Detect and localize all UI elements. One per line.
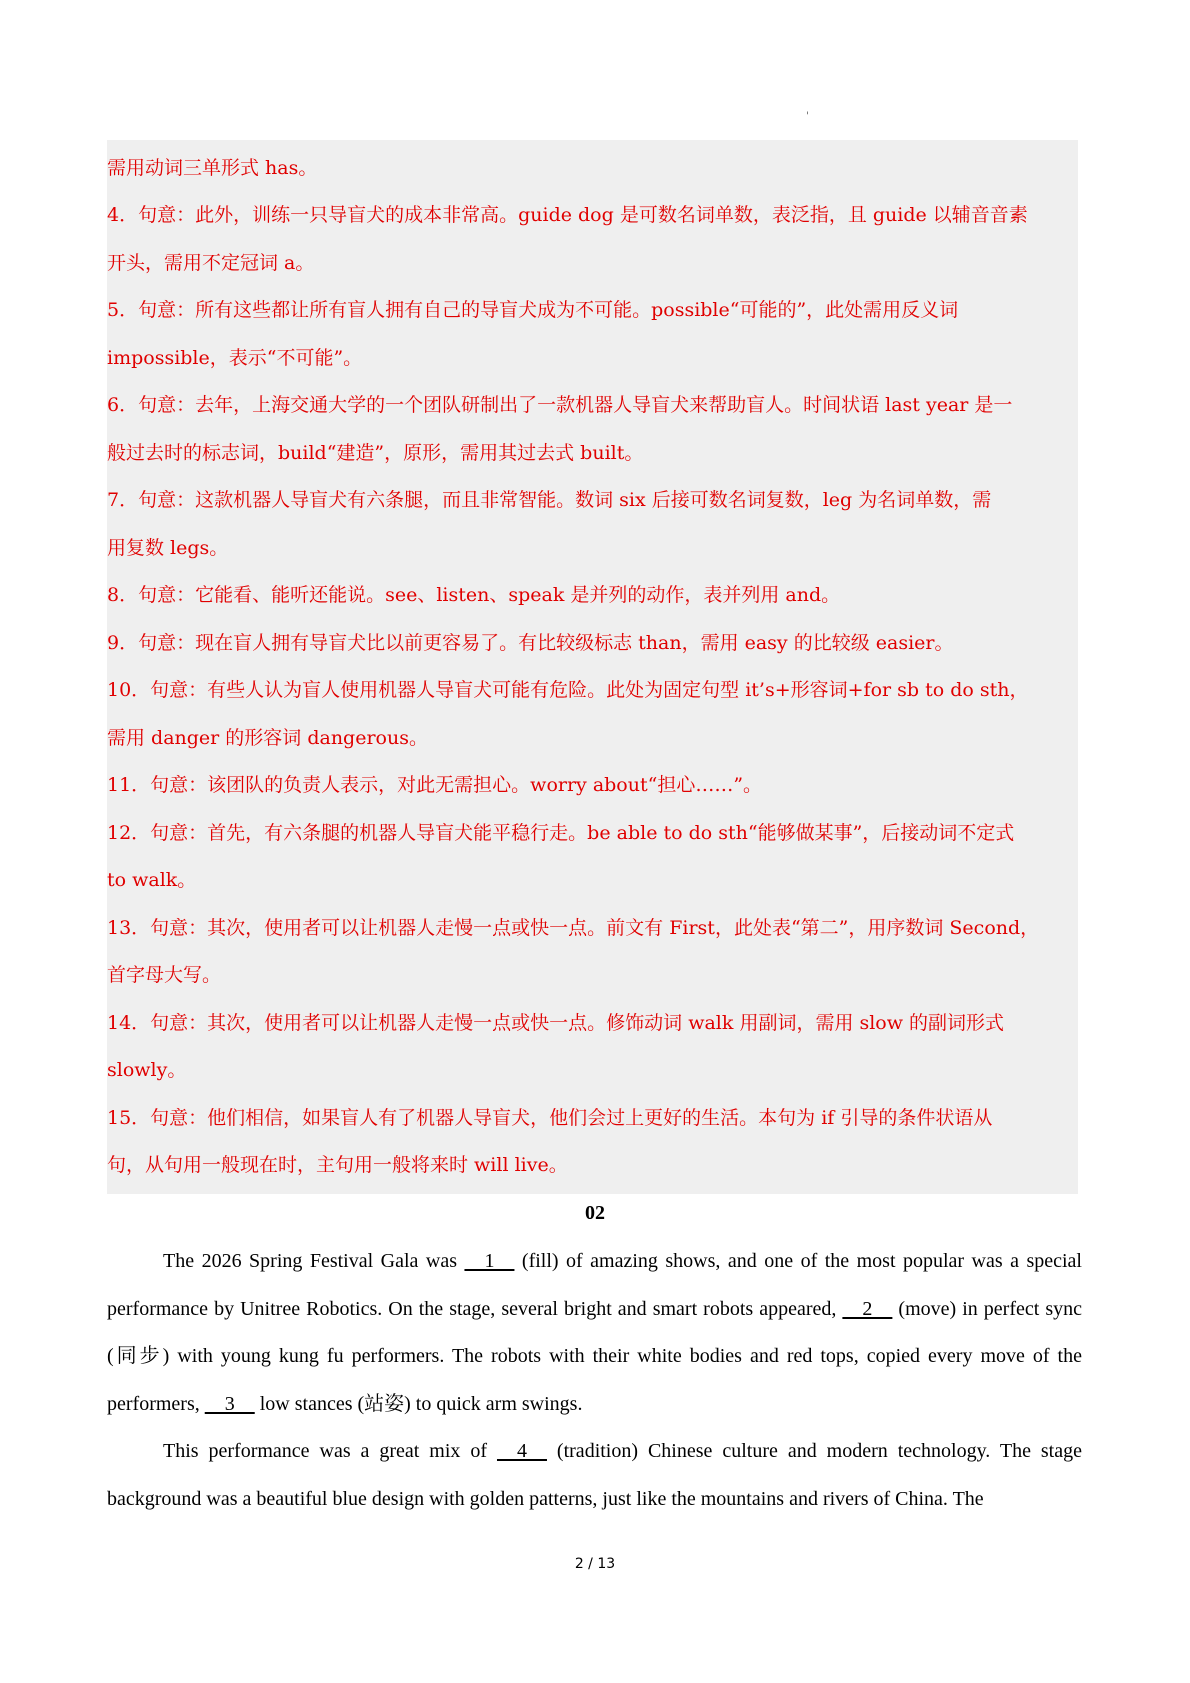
explanation-line: 首字母大写。 bbox=[107, 964, 222, 986]
passage-text: (move) in perfect sync (同步) with young kung fu performers. The robots with their white bodies and red tops, copied every move of the performers, bbox=[107, 1297, 1082, 1415]
explanation-line: 需用动词三单形式 has。 bbox=[107, 157, 318, 179]
page-number: 2 / 13 bbox=[574, 1556, 616, 1572]
passage-text: This performance was a great mix of bbox=[163, 1440, 497, 1462]
explanation-line: 8．句意：它能看、能听还能说。see、listen、speak 是并列的动作，表并列用 and。 bbox=[107, 584, 841, 606]
blank-3: 3 bbox=[204, 1392, 255, 1415]
explanation-line: 15．句意：他们相信，如果盲人有了机器人导盲犬，他们会过上更好的生活。本句为 if 引导的条件状语从 bbox=[107, 1107, 993, 1129]
header-mark: ' bbox=[806, 111, 809, 122]
explanation-line: 开头，需用不定冠词 a。 bbox=[107, 252, 315, 274]
explanation-line: 12．句意：首先，有六条腿的机器人导盲犬能平稳行走。be able to do sth“能够做某事”，后接动词不定式 bbox=[107, 822, 1015, 844]
explanation-line: 13．句意：其次，使用者可以让机器人走慢一点或快一点。前文有 First，此处表“第二”，用序数词 Second， bbox=[107, 917, 1040, 939]
passage-text: (fill) of amazing shows, and one of the most popular was a special performance by Unitree Robotics. On the stage, several bright and smart robots appeared, bbox=[107, 1250, 1082, 1320]
explanation-line: impossible，表示“不可能”。 bbox=[107, 347, 363, 369]
passage-text: low stances (站姿) to quick arm swings. bbox=[254, 1392, 583, 1415]
explanation-line: 14．句意：其次，使用者可以让机器人走慢一点或快一点。修饰动词 walk 用副词，需用 slow 的副词形式 bbox=[107, 1012, 1005, 1034]
explanation-line: 用复数 legs。 bbox=[107, 537, 229, 559]
section-number: 02 bbox=[585, 1202, 605, 1224]
blank-4: 4 bbox=[496, 1440, 547, 1462]
passage-paragraph-1 bbox=[107, 1238, 1082, 1428]
answer-explanation-box bbox=[107, 140, 1078, 1194]
explanation-line: to walk。 bbox=[107, 869, 197, 891]
explanation-line: 10．句意：有些人认为盲人使用机器人导盲犬可能有危险。此处为固定句型 it’s+形容词+for sb to do sth， bbox=[107, 679, 1029, 701]
blank-2: 2 bbox=[842, 1297, 893, 1320]
explanation-line: 般过去时的标志词，build“建造”，原形，需用其过去式 built。 bbox=[107, 442, 644, 464]
explanation-line: slowly。 bbox=[107, 1059, 187, 1081]
explanation-line: 需用 danger 的形容词 dangerous。 bbox=[107, 727, 428, 749]
explanation-line: 6．句意：去年，上海交通大学的一个团队研制出了一款机器人导盲犬来帮助盲人。时间状语 last year 是一 bbox=[107, 394, 1013, 416]
explanation-line: 5．句意：所有这些都让所有盲人拥有自己的导盲犬成为不可能。possible“可能的”，此处需用反义词 bbox=[107, 299, 959, 321]
explanation-line: 9．句意：现在盲人拥有导盲犬比以前更容易了。有比较级标志 than，需用 easy 的比较级 easier。 bbox=[107, 632, 954, 654]
reading-passage bbox=[107, 1238, 1082, 1523]
explanation-line: 11．句意：该团队的负责人表示，对此无需担心。worry about“担心……”。 bbox=[107, 774, 763, 796]
explanation-line: 4．句意：此外，训练一只导盲犬的成本非常高。guide dog 是可数名词单数，表泛指，且 guide 以辅音音素 bbox=[107, 204, 1028, 226]
passage-text: (tradition) Chinese culture and modern technology. The stage background was a beautiful blue design with golden patterns, just like the mountains and rivers of China. The bbox=[107, 1440, 1082, 1510]
explanation-line: 句，从句用一般现在时，主句用一般将来时 will live。 bbox=[107, 1154, 568, 1176]
blank-1: 1 bbox=[464, 1250, 515, 1272]
explanation-line: 7．句意：这款机器人导盲犬有六条腿，而且非常智能。数词 six 后接可数名词复数，leg 为名词单数，需 bbox=[107, 489, 992, 511]
passage-text: The 2026 Spring Festival Gala was bbox=[163, 1250, 465, 1272]
passage-paragraph-2 bbox=[107, 1428, 1082, 1523]
